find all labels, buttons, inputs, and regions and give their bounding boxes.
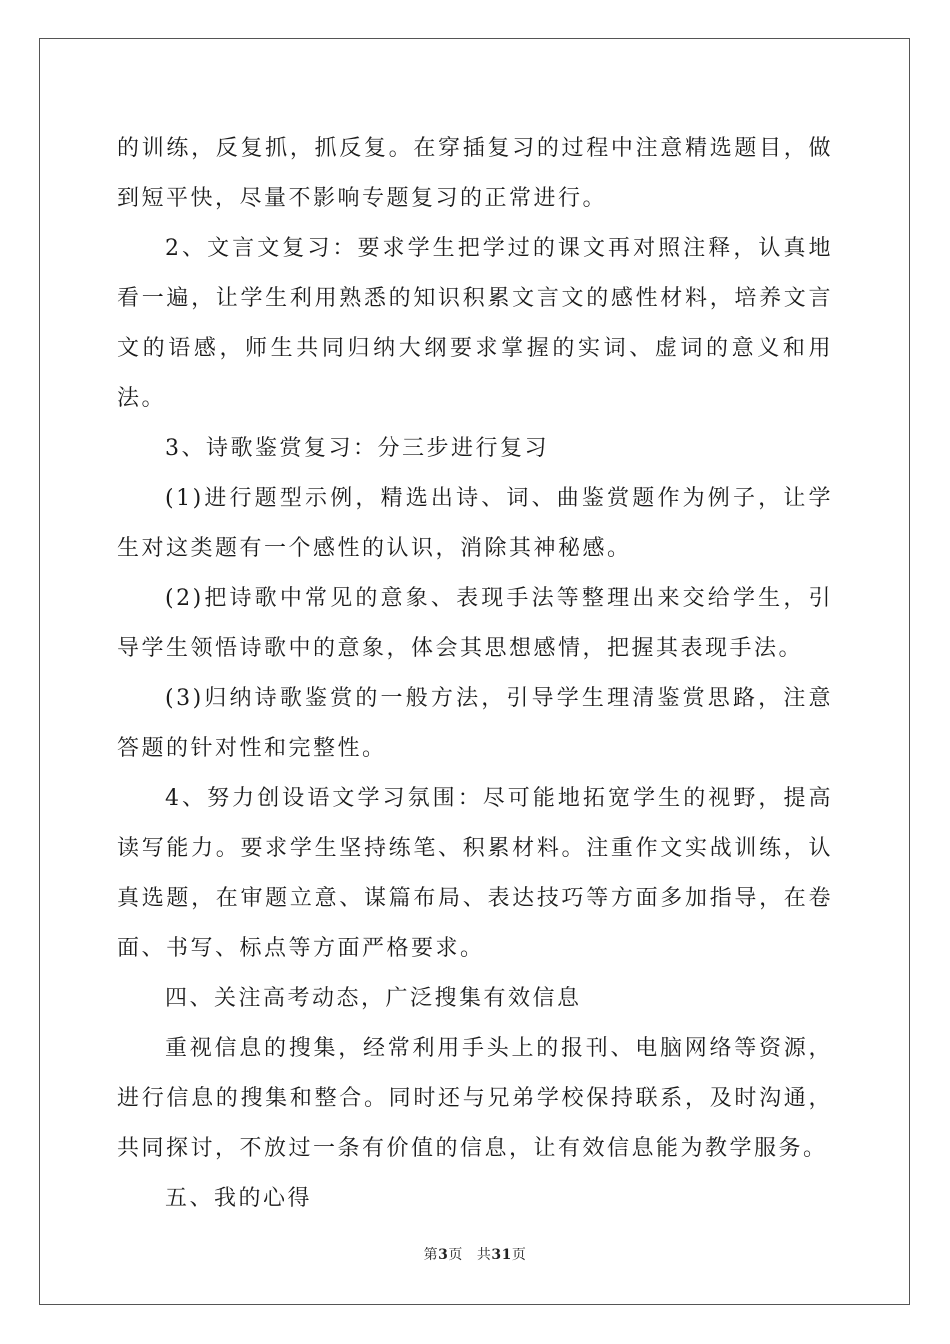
page-current: 3 — [438, 1247, 449, 1263]
section-heading-4: 四、关注高考动态，广泛搜集有效信息 — [165, 986, 582, 1011]
paragraph-5: (2)把诗歌中常见的意象、表现手法等整理出来交给学生，引导学生领悟诗歌中的意象，体会其思想感情，把握其表现手法。 — [117, 586, 833, 661]
page-total: 31 — [491, 1247, 512, 1263]
paragraph-7: 4、努力创设语文学习氛围：尽可能地拓宽学生的视野，提高读写能力。要求学生坚持练笔、积累材料。注重作文实战训练，认真选题，在审题立意、谋篇布局、表达技巧等方面多加指导，在卷面、书写、标点等方面严格要求。 — [117, 786, 833, 961]
paragraph-3: 3、诗歌鉴赏复习：分三步进行复习 — [165, 436, 549, 461]
section-heading-5: 五、我的心得 — [165, 1186, 313, 1211]
paragraph-4: (1)进行题型示例，精选出诗、词、曲鉴赏题作为例子，让学生对这类题有一个感性的认识，消除其神秘感。 — [117, 486, 833, 561]
total-prefix: 共 — [476, 1247, 492, 1263]
document-body — [117, 124, 833, 1224]
page-suffix: 页 — [448, 1247, 463, 1263]
paragraph-6: (3)归纳诗歌鉴赏的一般方法，引导学生理清鉴赏思路，注意答题的针对性和完整性。 — [117, 686, 833, 761]
paragraph-9: 重视信息的搜集，经常利用手头上的报刊、电脑网络等资源，进行信息的搜集和整合。同时还与兄弟学校保持联系，及时沟通，共同探讨，不放过一条有价值的信息，让有效信息能为教学服务。 — [117, 1036, 833, 1161]
paragraph-2: 2、文言文复习：要求学生把学过的课文再对照注释，认真地看一遍，让学生利用熟悉的知识积累文言文的感性材料，培养文言文的语感，师生共同归纳大纲要求掌握的实词、虚词的意义和用法。 — [117, 236, 833, 411]
paragraph-1: 的训练，反复抓，抓反复。在穿插复习的过程中注意精选题目，做到短平快，尽量不影响专题复习的正常进行。 — [117, 136, 833, 211]
total-suffix: 页 — [511, 1247, 527, 1263]
page-prefix: 第 — [423, 1247, 439, 1263]
page-footer — [0, 1244, 950, 1264]
